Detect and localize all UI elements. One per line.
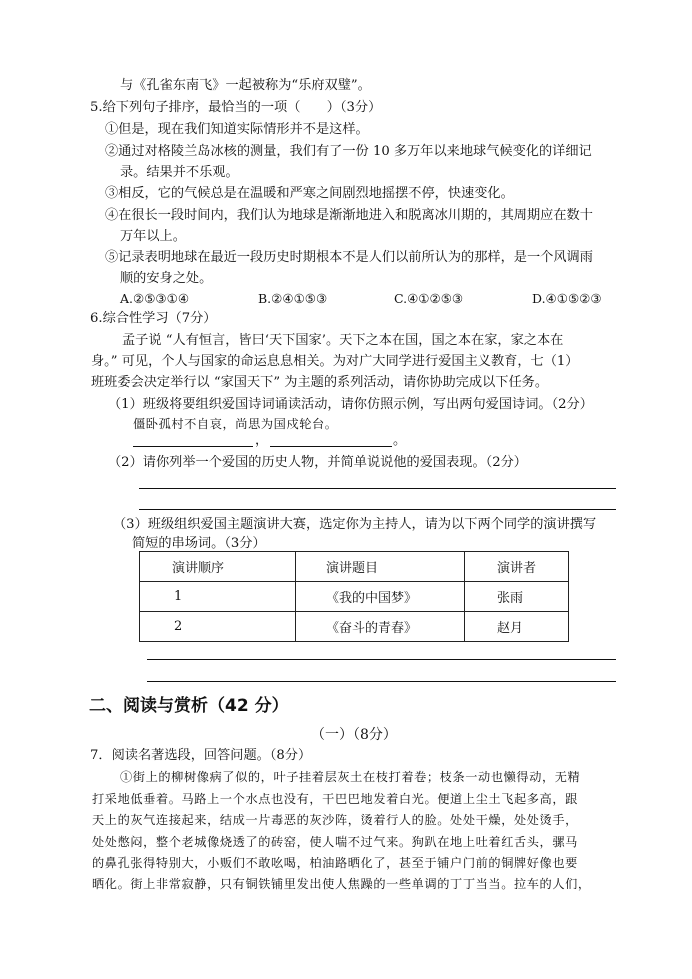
excerpt-line-3: 天上的灰气连接起来，结成一片毒恶的灰沙阵，烫着行人的脸。处处干燥，处处烫手， (92, 813, 578, 827)
sentence-2-cont: 录。结果并不乐观。 (120, 165, 239, 180)
question-5-title: 5.给下列句子排序，最恰当的一项（ ）（3分） (90, 100, 382, 115)
table-cell: 2 (140, 612, 296, 642)
option-d: D.④①⑤②③ (532, 291, 602, 306)
table-cell: 1 (140, 582, 296, 612)
q6-paragraph-2: 身。” 可见，个人与国家的命运息息相关。为对广大同学进行爱国主义教育，七（1） (91, 354, 579, 369)
answer-blank-2[interactable] (270, 446, 392, 447)
q6-paragraph-1: 孟子说 “人有恒言，皆曰‘天下国家’。天下之本在国，国之本在家，家之本在 (122, 333, 564, 348)
sentence-3: ③相反，它的气候总是在温暖和严寒之间剧烈地摇摆不停，快速变化。 (105, 186, 514, 201)
speech-table (139, 551, 569, 642)
section-heading: 二、阅读与赏析（42 分） (89, 696, 289, 716)
table-row (140, 582, 569, 612)
answer-line-1[interactable] (139, 488, 616, 489)
answer-line-2[interactable] (139, 509, 616, 510)
part-heading: （一）（8分） (311, 727, 397, 743)
question-6-title: 6.综合性学习（7分） (90, 311, 217, 326)
table-header-cell: 演讲者 (465, 552, 569, 582)
excerpt-line-2: 打采地低垂着。马路上一个水点也没有，干巴巴地发着白光。便道上尘土飞起多高，跟 (92, 792, 578, 806)
excerpt-line-6: 晒化。街上非常寂静，只有铜铁铺里发出使人焦躁的一些单调的丁丁当当。拉车的人们， (92, 877, 591, 891)
blank-separator: ， (255, 433, 269, 448)
table-cell: 张雨 (465, 582, 569, 612)
table-cell: 赵月 (465, 612, 569, 642)
option-c: C.④①②⑤③ (394, 291, 464, 306)
q6-subquestion-2: （2）请你列举一个爱国的历史人物，并简单说说他的爱国表现。（2分） (108, 455, 527, 470)
poem-example: 僵卧孤村不自哀，尚思为国戍轮台。 (133, 417, 338, 431)
q6-subquestion-3: （3）班级组织爱国主题演讲大赛，选定你为主持人，请为以下两个同学的演讲撰写 (113, 517, 597, 532)
q6-subquestion-1: （1）班级将要组织爱国诗词诵读活动，请你仿照示例，写出两句爱国诗词。（2分） (108, 397, 593, 412)
sentence-1: ①但是，现在我们知道实际情形并不是这样。 (105, 122, 369, 137)
table-cell: 《奋斗的青春》 (296, 612, 465, 642)
table-cell: 《我的中国梦》 (296, 582, 465, 612)
table-header-row (140, 552, 569, 582)
question-7-title: 7．阅读名著选段，回答问题。（8分） (90, 748, 312, 763)
sentence-4-cont: 万年以上。 (120, 229, 186, 244)
answer-line-4[interactable] (147, 681, 616, 682)
q6-subquestion-3-cont: 简短的串场词。（3分） (132, 536, 266, 551)
option-b: B.②④①⑤③ (258, 291, 328, 306)
excerpt-line-5: 的鼻孔张得特别大，小贩们不敢吆喝，柏油路晒化了，甚至于铺户门前的铜牌好像也要 (92, 856, 578, 870)
table-header-cell: 演讲题目 (296, 552, 465, 582)
q6-paragraph-3: 班班委会决定举行以 “家国天下” 为主题的系列活动，请你协助完成以下任务。 (91, 375, 549, 390)
answer-blank-1[interactable] (133, 446, 253, 447)
sentence-4: ④在很长一段时间内，我们认为地球是渐渐地进入和脱离冰川期的，其周期应在数十 (105, 208, 593, 223)
excerpt-line-4: 处处憋闷，整个老城像烧透了的砖窑，使人喘不过气来。狗趴在地上吐着红舌头，骡马 (92, 835, 578, 849)
table-row (140, 612, 569, 642)
text-line: 与《孔雀东南飞》一起被称为“乐府双璧”。 (120, 78, 371, 93)
option-a: A.②⑤③①④ (120, 291, 190, 306)
table-header-cell: 演讲顺序 (140, 552, 296, 582)
excerpt-line-1: ①街上的柳树像病了似的，叶子挂着层灰土在枝打着卷；枝条一动也懒得动，无精 (120, 770, 581, 784)
sentence-2: ②通过对格陵兰岛冰核的测量，我们有了一份 10 多万年以来地球气候变化的详细记 (105, 144, 592, 159)
sentence-5-cont: 顺的安身之处。 (120, 271, 213, 286)
sentence-5: ⑤记录表明地球在最近一段历史时期根本不是人们以前所认为的那样，是一个风调雨 (105, 250, 593, 265)
blank-end: 。 (393, 433, 407, 448)
answer-line-3[interactable] (147, 659, 616, 660)
